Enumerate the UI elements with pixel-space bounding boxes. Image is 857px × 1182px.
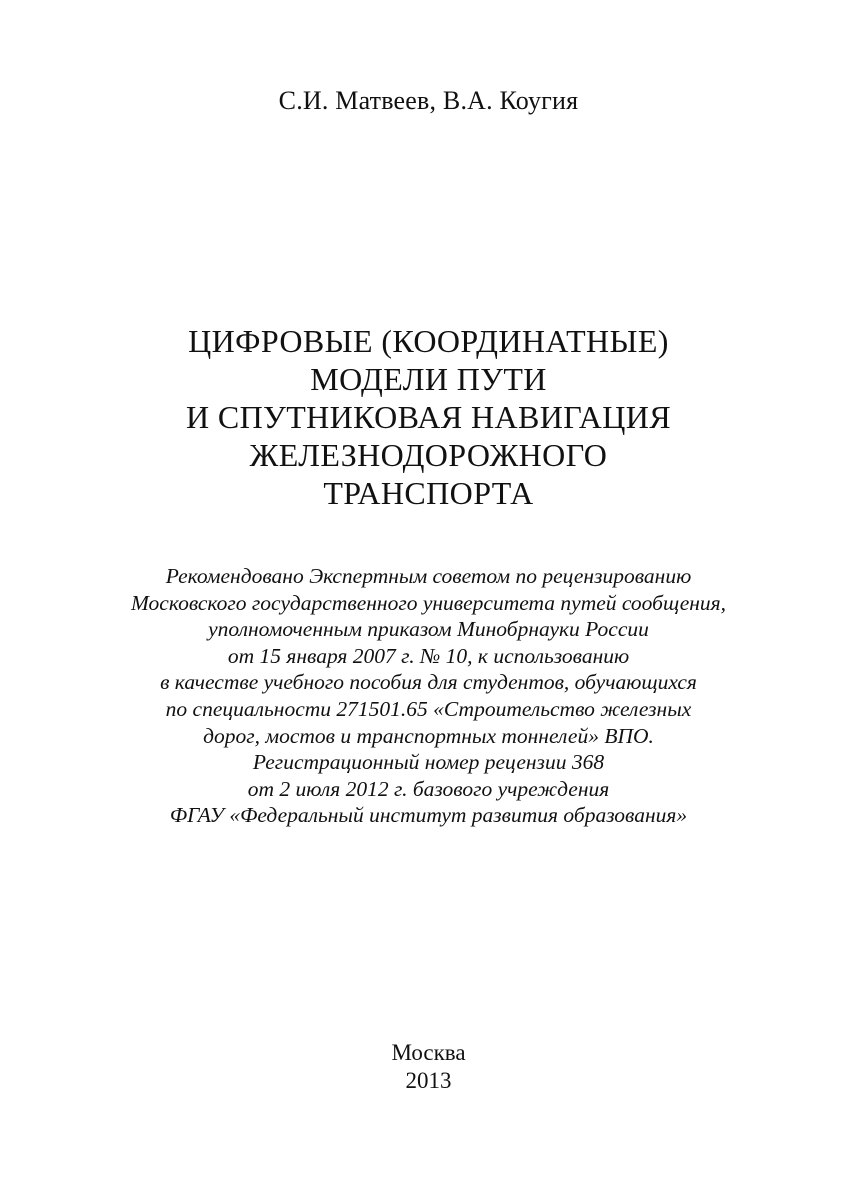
recommendation-line: уполномоченным приказом Минобрнауки России (208, 617, 649, 642)
title-line: ЖЕЛЕЗНОДОРОЖНОГО (249, 437, 608, 473)
recommendation-line: ФГАУ «Федеральный институт развития образования» (169, 803, 688, 828)
recommendation-line: дорог, мостов и транспортных тоннелей» ВПО. (203, 723, 654, 748)
authors: С.И. Матвеев, В.А. Коугия (278, 86, 579, 115)
imprint (0, 1039, 857, 1095)
recommendation-line: Регистрационный номер рецензии 368 (252, 750, 605, 775)
recommendation-line: в качестве учебного пособия для студентов, обучающихся (160, 670, 697, 695)
recommendation-statement (0, 563, 857, 829)
recommendation-line: от 15 января 2007 г. № 10, к использованию (227, 643, 630, 668)
publication-city: Москва (391, 1040, 466, 1065)
recommendation-line: Московского государственного университета путей сообщения, (130, 590, 727, 615)
book-title (0, 322, 857, 512)
recommendation-line: от 2 июля 2012 г. базового учреждения (247, 776, 610, 801)
title-line: ЦИФРОВЫЕ (КООРДИНАТНЫЕ) (188, 323, 669, 359)
title-line: ТРАНСПОРТА (323, 475, 534, 511)
recommendation-line: по специальности 271501.65 «Строительство железных (165, 696, 692, 721)
title-line: И СПУТНИКОВАЯ НАВИГАЦИЯ (186, 399, 671, 435)
title-line: МОДЕЛИ ПУТИ (310, 361, 547, 397)
recommendation-line: Рекомендовано Экспертным советом по рецензированию (165, 564, 692, 588)
publication-year: 2013 (405, 1068, 452, 1093)
